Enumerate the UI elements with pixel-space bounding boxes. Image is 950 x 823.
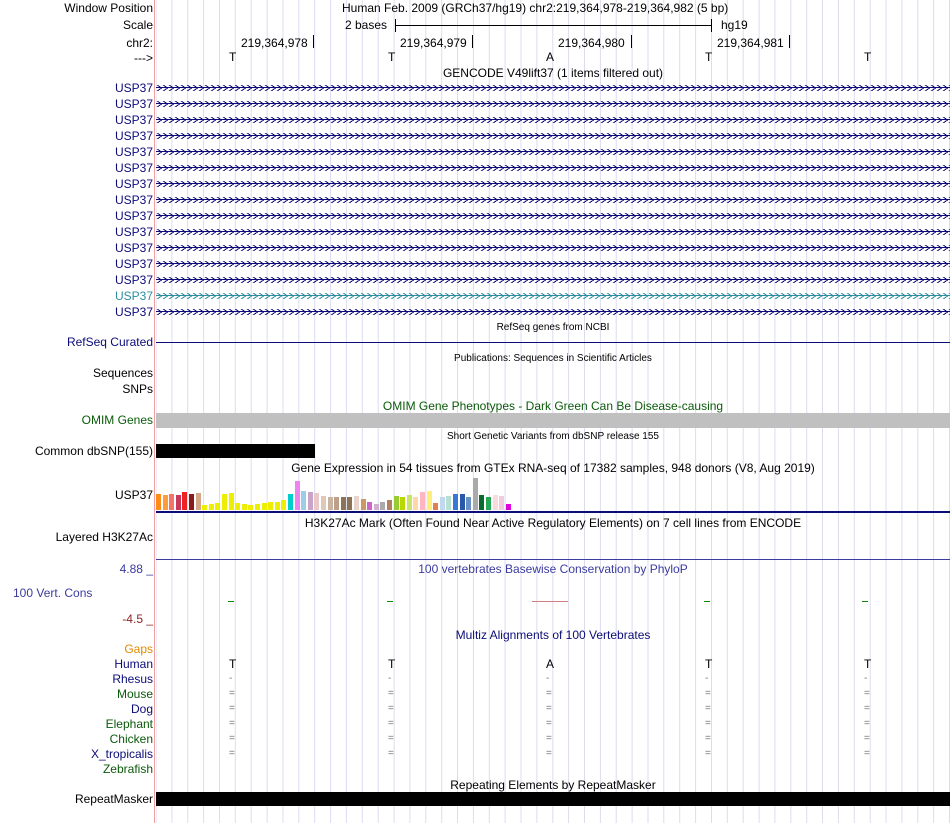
refseq-gene-line[interactable] bbox=[156, 342, 950, 343]
gencode-gene-transcript[interactable] bbox=[156, 229, 950, 235]
multiz-alignment-char: = bbox=[229, 703, 235, 714]
phylop-score-mark bbox=[532, 601, 568, 602]
gencode-gene-transcript[interactable] bbox=[156, 165, 950, 171]
repeatmasker-label[interactable]: RepeatMasker bbox=[74, 792, 153, 806]
multiz-alignment-char: = bbox=[229, 718, 235, 729]
gtex-tissue-bar[interactable] bbox=[413, 497, 418, 510]
gtex-tissue-bar[interactable] bbox=[301, 491, 306, 510]
gtex-tissue-bar[interactable] bbox=[420, 492, 425, 510]
coord-label: 219,364,981 bbox=[717, 36, 784, 50]
coord-label: 219,364,978 bbox=[241, 36, 308, 50]
gencode-gene-label[interactable]: USP37 bbox=[114, 241, 153, 255]
db-name-text: hg19 bbox=[721, 18, 748, 32]
coord-tick bbox=[472, 35, 473, 48]
gtex-tissue-bar[interactable] bbox=[235, 503, 240, 510]
phylop-score-mark bbox=[862, 601, 868, 602]
gencode-gene-transcript[interactable] bbox=[156, 213, 950, 219]
multiz-alignment-char: = bbox=[864, 718, 870, 729]
multiz-alignment-char: = bbox=[546, 748, 552, 759]
repeatmasker-feature-bar[interactable] bbox=[156, 792, 950, 806]
multiz-alignment-char: = bbox=[388, 733, 394, 744]
gtex-bar-chart[interactable] bbox=[156, 478, 536, 512]
gtex-tissue-bar[interactable] bbox=[268, 502, 273, 510]
gtex-tissue-bar[interactable] bbox=[407, 495, 412, 510]
multiz-alignment-char: T bbox=[229, 657, 237, 671]
multiz-alignment-char: - bbox=[705, 673, 709, 684]
gtex-tissue-bar[interactable] bbox=[354, 496, 359, 510]
gtex-tissue-bar[interactable] bbox=[176, 495, 181, 510]
gencode-gene-transcript[interactable] bbox=[156, 85, 950, 91]
multiz-gaps-label[interactable]: Gaps bbox=[124, 642, 153, 656]
gencode-gene-transcript[interactable] bbox=[156, 181, 950, 187]
gtex-tissue-bar[interactable] bbox=[262, 503, 267, 510]
coord-tick bbox=[789, 35, 790, 48]
gtex-tissue-bar[interactable] bbox=[361, 499, 366, 510]
scale-bar-text: 2 bases bbox=[345, 18, 388, 32]
gtex-tissue-bar[interactable] bbox=[215, 503, 220, 510]
gtex-tissue-bar[interactable] bbox=[169, 494, 174, 510]
gtex-tissue-bar[interactable] bbox=[387, 500, 392, 510]
multiz-alignment-char: - bbox=[229, 673, 233, 684]
multiz-alignment-char: - bbox=[546, 673, 550, 684]
assembly-position-text: Human Feb. 2009 (GRCh37/hg19) chr2:219,364,978-219,364,982 (5 bp) bbox=[342, 1, 729, 15]
gencode-gene-label[interactable]: USP37 bbox=[114, 193, 153, 207]
multiz-species-label[interactable]: Mouse bbox=[116, 687, 153, 701]
multiz-species-label[interactable]: Human bbox=[114, 657, 153, 671]
gtex-tissue-bar[interactable] bbox=[493, 495, 498, 510]
scale-bar bbox=[395, 25, 711, 26]
gencode-gene-transcript[interactable] bbox=[156, 133, 950, 139]
gtex-track-title[interactable]: Gene Expression in 54 tissues from GTEx RNA-seq of 17382 samples, 948 donors (V8, Aug 2019) bbox=[291, 461, 815, 475]
gtex-tissue-bar[interactable] bbox=[427, 491, 432, 510]
gtex-tissue-bar[interactable] bbox=[486, 497, 491, 510]
gtex-gene-label[interactable]: USP37 bbox=[114, 488, 153, 502]
gtex-tissue-bar[interactable] bbox=[400, 497, 405, 510]
omim-feature-bar[interactable] bbox=[156, 413, 950, 428]
gtex-tissue-bar[interactable] bbox=[209, 504, 214, 510]
scale-bar-right-tick bbox=[711, 19, 712, 32]
gencode-gene-transcript[interactable] bbox=[156, 197, 950, 203]
window-position-label[interactable]: Window Position bbox=[64, 1, 153, 15]
gencode-gene-label[interactable]: USP37 bbox=[114, 273, 153, 287]
gtex-tissue-bar[interactable] bbox=[295, 481, 300, 510]
coord-label: 219,364,979 bbox=[400, 36, 467, 50]
gtex-tissue-bar[interactable] bbox=[321, 496, 326, 510]
multiz-alignment-char: = bbox=[705, 688, 711, 699]
chrom-label[interactable]: chr2: bbox=[126, 36, 153, 50]
multiz-alignment-char: = bbox=[705, 703, 711, 714]
multiz-alignment-char: = bbox=[546, 733, 552, 744]
phylop-score-mark bbox=[228, 601, 234, 602]
gencode-gene-label[interactable]: USP37 bbox=[114, 305, 153, 319]
omim-track-title[interactable]: OMIM Gene Phenotypes - Dark Green Can Be Disease-causing bbox=[382, 399, 724, 413]
gencode-gene-transcript[interactable] bbox=[156, 117, 950, 123]
phylop-label[interactable]: 100 Vert. Cons bbox=[13, 586, 93, 600]
gtex-tissue-bar[interactable] bbox=[347, 497, 352, 510]
gtex-tissue-bar[interactable] bbox=[466, 497, 471, 510]
gtex-tissue-bar[interactable] bbox=[248, 505, 253, 510]
base-letter: T bbox=[229, 50, 237, 64]
multiz-alignment-char: = bbox=[864, 703, 870, 714]
gtex-tissue-bar[interactable] bbox=[222, 494, 227, 510]
multiz-alignment-char: = bbox=[388, 718, 394, 729]
refseq-track-title[interactable]: RefSeq genes from NCBI bbox=[496, 322, 610, 333]
label-separator bbox=[154, 0, 155, 823]
multiz-species-label[interactable]: Elephant bbox=[105, 717, 153, 731]
gtex-tissue-bar[interactable] bbox=[506, 504, 511, 510]
gtex-tissue-bar[interactable] bbox=[202, 505, 207, 510]
gencode-gene-label[interactable]: USP37 bbox=[114, 129, 153, 143]
base-letter: T bbox=[864, 50, 872, 64]
dbsnp-label[interactable]: Common dbSNP(155) bbox=[34, 444, 153, 458]
gtex-tissue-bar[interactable] bbox=[473, 478, 478, 510]
multiz-alignment-char: = bbox=[388, 703, 394, 714]
coord-tick bbox=[313, 35, 314, 48]
gtex-tissue-bar[interactable] bbox=[433, 503, 438, 510]
multiz-alignment-char: - bbox=[388, 673, 392, 684]
gencode-gene-transcript[interactable] bbox=[156, 277, 950, 283]
gencode-gene-transcript[interactable] bbox=[156, 149, 950, 155]
h3k27ac-track-title[interactable]: H3K27Ac Mark (Often Found Near Active Regulatory Elements) on 7 cell lines from ENCODE bbox=[304, 516, 802, 530]
gencode-gene-label[interactable]: USP37 bbox=[114, 81, 153, 95]
multiz-alignment-char: A bbox=[546, 657, 555, 671]
multiz-alignment-char: = bbox=[705, 748, 711, 759]
gtex-tissue-bar[interactable] bbox=[189, 494, 194, 510]
base-letter: T bbox=[705, 50, 713, 64]
phylop-track-title[interactable]: 100 vertebrates Basewise Conservation by PhyloP bbox=[418, 562, 688, 576]
coord-label: 219,364,980 bbox=[558, 36, 625, 50]
gtex-tissue-bar[interactable] bbox=[328, 497, 333, 510]
gtex-tissue-bar[interactable] bbox=[255, 504, 260, 510]
multiz-alignment-char: = bbox=[864, 733, 870, 744]
multiz-alignment-char: = bbox=[705, 733, 711, 744]
phylop-min-label: -4.5 _ bbox=[122, 612, 153, 626]
gtex-tissue-bar[interactable] bbox=[380, 502, 385, 510]
h3k27ac-label[interactable]: Layered H3K27Ac bbox=[55, 530, 153, 544]
gencode-gene-transcript[interactable] bbox=[156, 261, 950, 267]
multiz-alignment-char: - bbox=[864, 673, 868, 684]
gtex-tissue-bar[interactable] bbox=[242, 504, 247, 510]
multiz-species-label[interactable]: Dog bbox=[130, 702, 153, 716]
multiz-alignment-char: = bbox=[864, 748, 870, 759]
multiz-species-label[interactable]: Rhesus bbox=[112, 672, 153, 686]
gtex-tissue-bar[interactable] bbox=[446, 496, 451, 510]
gtex-tissue-bar[interactable] bbox=[314, 493, 319, 510]
gtex-tissue-bar[interactable] bbox=[374, 504, 379, 510]
strand-label[interactable]: ---> bbox=[134, 51, 153, 65]
gencode-gene-label[interactable]: USP37 bbox=[114, 289, 153, 303]
gtex-tissue-bar[interactable] bbox=[394, 496, 399, 510]
gencode-gene-transcript[interactable] bbox=[156, 309, 950, 315]
multiz-alignment-char: = bbox=[864, 688, 870, 699]
gtex-tissue-bar[interactable] bbox=[229, 493, 234, 510]
multiz-alignment-char: = bbox=[546, 703, 552, 714]
multiz-alignment-char: = bbox=[388, 748, 394, 759]
gencode-gene-label[interactable]: USP37 bbox=[114, 225, 153, 239]
multiz-alignment-char: = bbox=[546, 718, 552, 729]
multiz-alignment-char: T bbox=[388, 657, 396, 671]
gtex-tissue-bar[interactable] bbox=[182, 492, 187, 510]
gtex-tissue-bar[interactable] bbox=[288, 494, 293, 510]
gencode-gene-transcript[interactable] bbox=[156, 101, 950, 107]
gencode-gene-label[interactable]: USP37 bbox=[114, 113, 153, 127]
dbsnp-variant-bar[interactable] bbox=[156, 444, 315, 458]
gtex-tissue-bar[interactable] bbox=[275, 502, 280, 510]
gtex-tissue-bar[interactable] bbox=[196, 493, 201, 510]
multiz-alignment-char: = bbox=[229, 733, 235, 744]
gtex-tissue-bar[interactable] bbox=[156, 494, 161, 510]
gencode-gene-transcript[interactable] bbox=[156, 245, 950, 251]
phylop-score-mark bbox=[387, 601, 393, 602]
gtex-tissue-bar[interactable] bbox=[460, 494, 465, 510]
gtex-tissue-bar[interactable] bbox=[308, 492, 313, 510]
gencode-gene-transcript[interactable] bbox=[156, 293, 950, 299]
gtex-tissue-bar[interactable] bbox=[334, 497, 339, 510]
gencode-gene-label[interactable]: USP37 bbox=[114, 97, 153, 111]
gtex-tissue-bar[interactable] bbox=[281, 500, 286, 510]
gencode-gene-label[interactable]: USP37 bbox=[114, 145, 153, 159]
coord-tick bbox=[631, 35, 632, 48]
gencode-gene-label[interactable]: USP37 bbox=[114, 177, 153, 191]
scale-label[interactable]: Scale bbox=[122, 18, 153, 32]
multiz-alignment-char: = bbox=[229, 748, 235, 759]
gencode-gene-label[interactable]: USP37 bbox=[114, 209, 153, 223]
publications-track-title[interactable]: Publications: Sequences in Scientific Articles bbox=[454, 353, 652, 364]
h3k27ac-baseline bbox=[156, 559, 950, 560]
gencode-gene-label[interactable]: USP37 bbox=[114, 161, 153, 175]
gencode-gene-label[interactable]: USP37 bbox=[114, 257, 153, 271]
gtex-tissue-bar[interactable] bbox=[453, 494, 458, 510]
multiz-alignment-char: T bbox=[705, 657, 713, 671]
phylop-max-label: 4.88 _ bbox=[119, 562, 153, 576]
multiz-alignment-char: = bbox=[546, 688, 552, 699]
gtex-tissue-bar[interactable] bbox=[341, 497, 346, 510]
publications-snps-label[interactable]: SNPs bbox=[122, 382, 153, 396]
multiz-track-title[interactable]: Multiz Alignments of 100 Vertebrates bbox=[455, 628, 651, 642]
phylop-score-mark bbox=[704, 601, 710, 602]
multiz-species-label[interactable]: Chicken bbox=[109, 732, 153, 746]
repeatmasker-track-title[interactable]: Repeating Elements by RepeatMasker bbox=[450, 778, 656, 792]
gtex-tissue-bar[interactable] bbox=[440, 497, 445, 510]
gtex-tissue-bar[interactable] bbox=[367, 502, 372, 510]
dbsnp-track-title[interactable]: Short Genetic Variants from dbSNP release 155 bbox=[447, 431, 659, 442]
refseq-label[interactable]: RefSeq Curated bbox=[66, 335, 153, 349]
multiz-species-label[interactable]: Zebrafish bbox=[102, 762, 153, 776]
gtex-tissue-bar[interactable] bbox=[479, 495, 484, 510]
multiz-alignment-char: T bbox=[864, 657, 872, 671]
multiz-alignment-char: = bbox=[388, 688, 394, 699]
gtex-tissue-bar[interactable] bbox=[499, 496, 504, 510]
multiz-species-label[interactable]: X_tropicalis bbox=[90, 747, 153, 761]
omim-label[interactable]: OMIM Genes bbox=[81, 413, 153, 427]
base-letter: A bbox=[546, 50, 555, 64]
multiz-alignment-char: = bbox=[705, 718, 711, 729]
gtex-tissue-bar[interactable] bbox=[163, 495, 168, 510]
publications-sequences-label[interactable]: Sequences bbox=[92, 366, 153, 380]
base-letter: T bbox=[388, 50, 396, 64]
gencode-track-title[interactable]: GENCODE V49lift37 (1 items filtered out) bbox=[442, 66, 664, 80]
multiz-alignment-char: = bbox=[229, 688, 235, 699]
